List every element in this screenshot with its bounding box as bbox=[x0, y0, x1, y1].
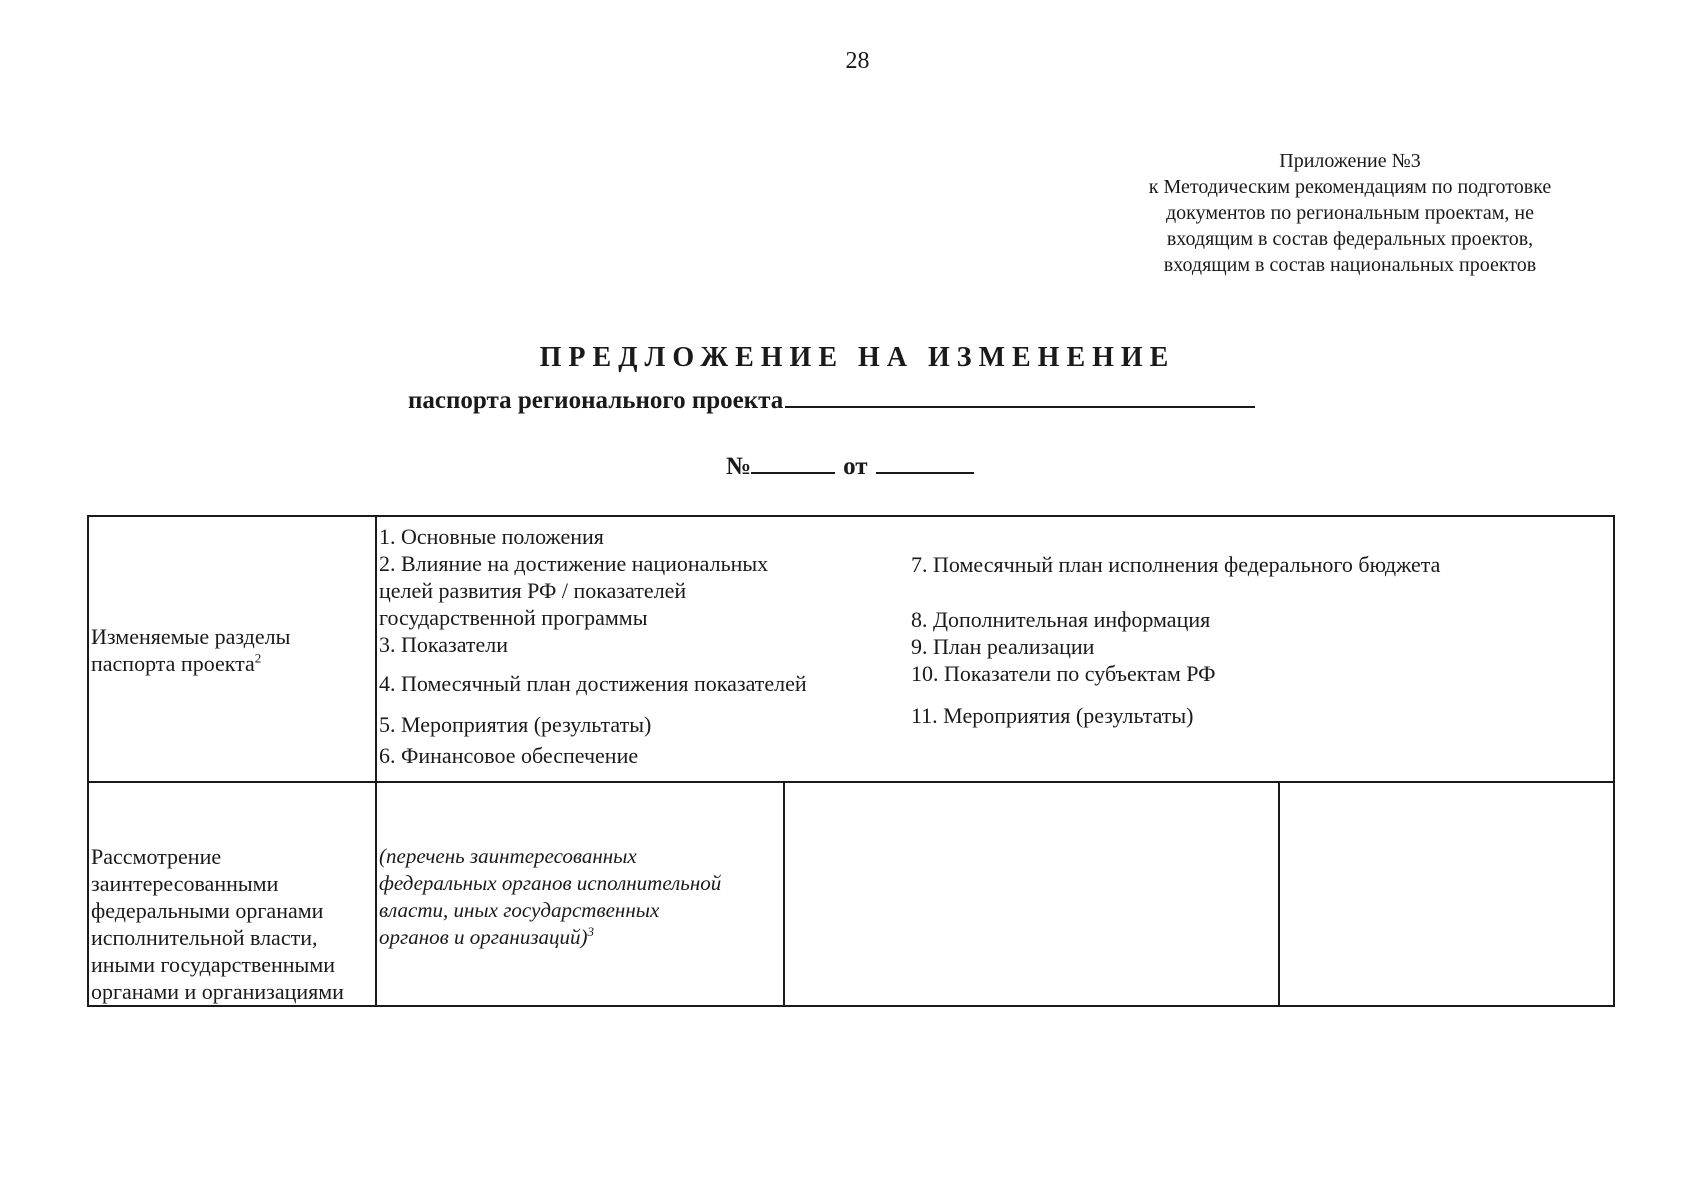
note-line: (перечень заинтересованных bbox=[379, 844, 637, 868]
table-row bbox=[89, 783, 1613, 1005]
list-item: целей развития РФ / показателей bbox=[379, 578, 687, 603]
row-label-line: федеральными органами bbox=[91, 898, 324, 923]
sections-list-left bbox=[379, 523, 899, 769]
number-label: № bbox=[726, 453, 752, 480]
note-line bbox=[379, 924, 783, 951]
page-number: 28 bbox=[845, 48, 870, 74]
agencies-note bbox=[379, 843, 783, 951]
table-cell-agencies-note bbox=[377, 783, 785, 1005]
appendix-line: входящим в состав национальных проектов bbox=[1163, 254, 1537, 276]
project-name-blank bbox=[785, 382, 1255, 408]
row-label-review bbox=[89, 783, 377, 1005]
note-line: федеральных органов исполнительной bbox=[379, 871, 722, 895]
note-line: власти, иных государственных bbox=[379, 898, 660, 922]
table-row bbox=[89, 517, 1613, 783]
number-blank bbox=[751, 450, 835, 474]
row-label-line: Рассмотрение bbox=[91, 844, 222, 869]
list-item: 3. Показатели bbox=[379, 632, 509, 657]
list-item: 6. Финансовое обеспечение bbox=[379, 743, 639, 768]
row-label-text: Изменяемые разделы паспорта проекта bbox=[91, 624, 291, 676]
footnote-ref: 2 bbox=[254, 650, 262, 666]
document-title: ПРЕДЛОЖЕНИЕ НА ИЗМЕНЕНИЕ bbox=[539, 342, 1176, 373]
list-item: 11. Мероприятия (результаты) bbox=[911, 703, 1194, 728]
appendix-line: документов по региональным проектам, не bbox=[1165, 202, 1535, 224]
list-item: 10. Показатели по субъектам РФ bbox=[911, 661, 1216, 686]
list-item: государственной программы bbox=[379, 605, 648, 630]
list-item: 9. План реализации bbox=[911, 634, 1095, 659]
sections-list-right bbox=[911, 551, 1591, 729]
list-item: 1. Основные положения bbox=[379, 524, 604, 549]
list-item: 5. Мероприятия (результаты) bbox=[379, 712, 652, 737]
appendix-line: входящим в состав федеральных проектов, bbox=[1166, 228, 1534, 250]
date-blank bbox=[876, 450, 974, 474]
appendix-line: Приложение №3 bbox=[1279, 150, 1421, 172]
row-label-line: иными государственными bbox=[91, 952, 336, 977]
row-label-line: заинтересованными bbox=[91, 871, 279, 896]
row-label-line: органами и организациями bbox=[91, 979, 344, 1004]
table-cell-empty bbox=[1280, 783, 1613, 1005]
subtitle-text: паспорта регионального проекта bbox=[408, 387, 784, 414]
appendix-header bbox=[1100, 148, 1600, 278]
footnote-ref: 3 bbox=[587, 924, 595, 939]
note-line-text: органов и организаций) bbox=[379, 925, 588, 949]
document-subtitle bbox=[408, 382, 1255, 415]
proposal-table bbox=[87, 515, 1615, 1007]
list-item: 7. Помесячный план исполнения федерального бюджета bbox=[911, 552, 1441, 577]
row-label-line: исполнительной власти, bbox=[91, 925, 318, 950]
list-item: 4. Помесячный план достижения показателей bbox=[379, 671, 807, 696]
row-label-changed-sections bbox=[89, 517, 377, 781]
date-label: от bbox=[843, 453, 868, 480]
number-date-line bbox=[726, 450, 974, 481]
list-item: 8. Дополнительная информация bbox=[911, 607, 1211, 632]
list-item: 2. Влияние на достижение национальных bbox=[379, 551, 769, 576]
table-cell-empty bbox=[785, 783, 1280, 1005]
appendix-line: к Методическим рекомендациям по подготовке bbox=[1148, 176, 1552, 198]
